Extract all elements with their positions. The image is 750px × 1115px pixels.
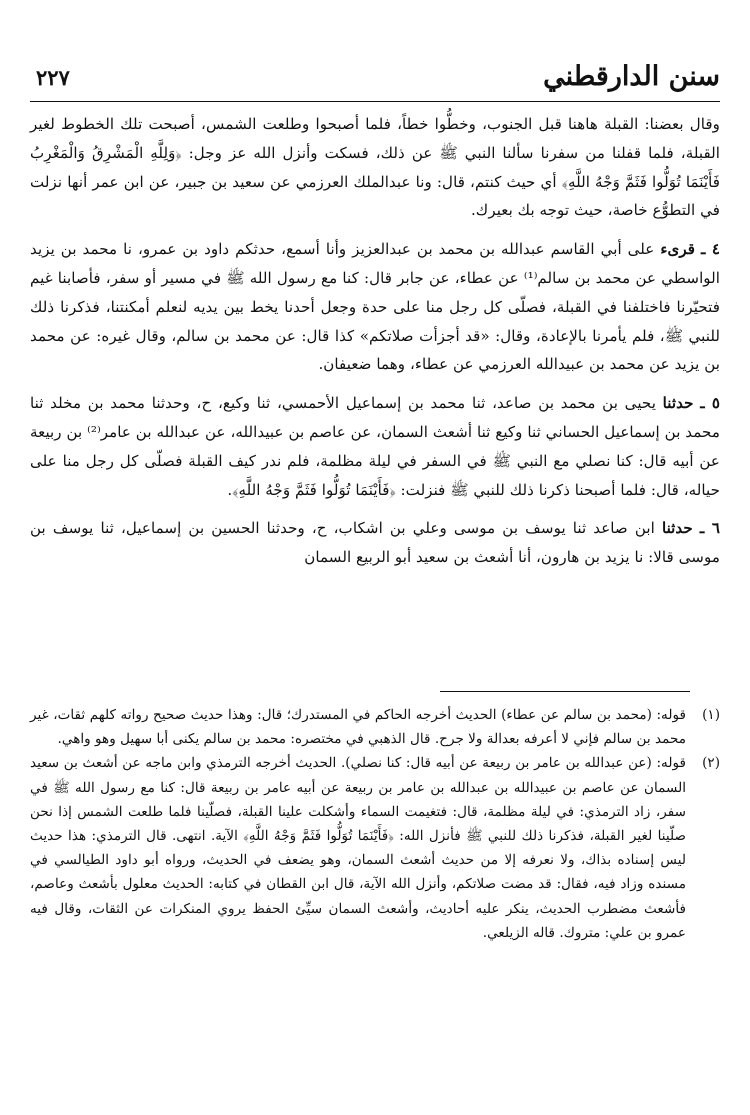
footnotes <box>30 703 720 945</box>
hadith-number: ٦ ـ <box>699 519 721 538</box>
main-text <box>30 110 720 582</box>
footnote-text: قوله: (محمد بن سالم عن عطاء) الحديث أخرجه الحاكم في المستدرك؛ قال: وهذا حديث صحيح رواته كلهم ثقات، غير محمد بن سالم فإني لا أعرفه بعدالة ولا جرح. قال الذهبي في مختصره: محمد بن سالم يكنى أبا سهيل وهو واهي. <box>30 707 686 748</box>
footnote-label: (١) <box>702 707 720 723</box>
footnote-divider <box>440 691 690 692</box>
hadith-number: ٥ ـ <box>700 394 720 413</box>
hadith-lead-word: قرىء <box>660 240 695 259</box>
hadith-paragraph-4 <box>30 235 720 379</box>
paragraph-continuation <box>30 110 720 225</box>
footnote-1 <box>30 703 720 751</box>
paragraph-text: على أبي القاسم عبدالله بن محمد بن عبدالعزيز وأنا أسمع، حدثكم داود بن عمرو، نا محمد بن يزيد الواسطي عن محمد بن سالم⁽¹⁾ عن عطاء، عن جابر قال: كنا مع رسول الله ﷺ في مسير أو سفر، فأصابنا غيم فتحيّرنا فاختلفنا في القبلة، فصلّى كل رجل منا على حدة وجعل أحدنا يخط بين يديه لنعلم أمكنتنا، فذكرنا ذلك للنبي ﷺ، فلم يأمرنا بالإعادة، وقال: «قد أجزأت صلاتكم» كذا قال: عن محمد بن سالم، وقال غيره: عن محمد بن يزيد عن محمد بن عبيدالله العرزمي عن عطاء، وهما ضعيفان. <box>30 240 720 374</box>
page-header <box>30 60 720 98</box>
footnote-label: (٢) <box>702 755 720 772</box>
footnote-text: قوله: (عن عبدالله بن عامر بن ربيعة عن أبيه قال: كنا نصلي). الحديث أخرجه الترمذي وابن ماجه عن أشعث بن سعيد السمان عن عاصم بن عبيدالله بن عبدالله بن عامر بن ربيعة عن أبيه عامر بن ربيعة قال: كنا مع رسول الله ﷺ في سفر، زاد الترمذي: في ليلة مظلمة، قال: فتغيمت السماء وأشكلت علينا القبلة، فصلّينا فلما طلعت الشمس إذا نحن صلّينا لغير القبلة، فذكرنا ذلك للنبي ﷺ فأنزل الله: ﴿فَأَيْنَمَا تُوَلُّوا فَثَمَّ وَجْهُ اللَّهِ﴾ الآية. انتهى. قال الترمذي: هذا حديث ليس إسناده بذاك، ولا نعرفه إلا من حديث أشعث السمان، وهو يضعف في الحديث، ورواه أبو داود الطيالسي في مسنده وزاد فيه، فقال: قد مضت صلاتكم، وأنزل الله الآية، قال ابن القطان في كتابه: الحديث معلول بأشعث وعاصم، فأشعث مضطرب الحديث، ينكر عليه أحاديث، وأشعث السمان سيِّئ الحفظ يروي المنكرات عن الثقات، وقال فيه عمرو بن علي: متروك. قاله الزيلعي. <box>30 755 686 941</box>
hadith-number: ٤ ـ <box>700 240 720 259</box>
paragraph-text: يحيى بن محمد بن صاعد، ثنا محمد بن إسماعيل الأحمسي، ثنا وكيع، ح، وحدثنا محمد بن مخلد ثنا محمد بن إسماعيل الحساني ثنا وكيع ثنا أشعث السمان، عن عاصم بن عبيدالله، عن عبدالله بن عامر⁽²⁾ بن ربيعة عن أبيه قال: كنا نصلي مع النبي ﷺ في السفر في ليلة مظلمة، فلم ندر كيف القبلة فصلّى كل رجل منا على حياله، قال: فلما أصبحنا ذكرنا ذلك للنبي ﷺ فنزلت: ﴿فَأَيْنَمَا تُوَلُّوا فَثَمَّ وَجْهُ اللَّهِ﴾. <box>30 394 720 499</box>
footnote-2 <box>30 751 720 945</box>
hadith-lead-word: حدثنا <box>662 394 694 413</box>
header-divider <box>30 101 720 102</box>
running-title: سنن الدارقطني <box>543 61 720 92</box>
page-number: ٢٢٧ <box>36 65 70 90</box>
hadith-paragraph-6 <box>30 514 720 572</box>
hadith-paragraph-5 <box>30 389 720 504</box>
paragraph-text: وقال بعضنا: القبلة هاهنا قبل الجنوب، وخطُّوا خطاً، فلما أصبحوا وطلعت الشمس، أصبحت تلك الخطوط لغير القبلة، فلما قفلنا من سفرنا سألنا النبي ﷺ عن ذلك، فسكت وأنزل الله عز وجل: ﴿وَلِلَّهِ الْمَشْرِقُ وَالْمَغْرِبُ فَأَيْنَمَا تُوَلُّوا فَثَمَّ وَجْهُ اللَّهِ﴾ أي حيث كنتم، قال: ونا عبدالملك العرزمي عن سعيد بن جبير، عن ابن عمر أنها نزلت في التطوُّع خاصة، حيث توجه بك بعيرك. <box>30 115 720 220</box>
hadith-lead-word: حدثنا <box>661 519 693 538</box>
paragraph-text: ابن صاعد ثنا يوسف بن موسى وعلي بن اشكاب، ح، وحدثنا الحسين بن إسماعيل، ثنا يوسف بن موسى قالا: نا يزيد بن هارون، أنا أشعث بن سعيد أبو الربيع السمان <box>30 519 720 567</box>
